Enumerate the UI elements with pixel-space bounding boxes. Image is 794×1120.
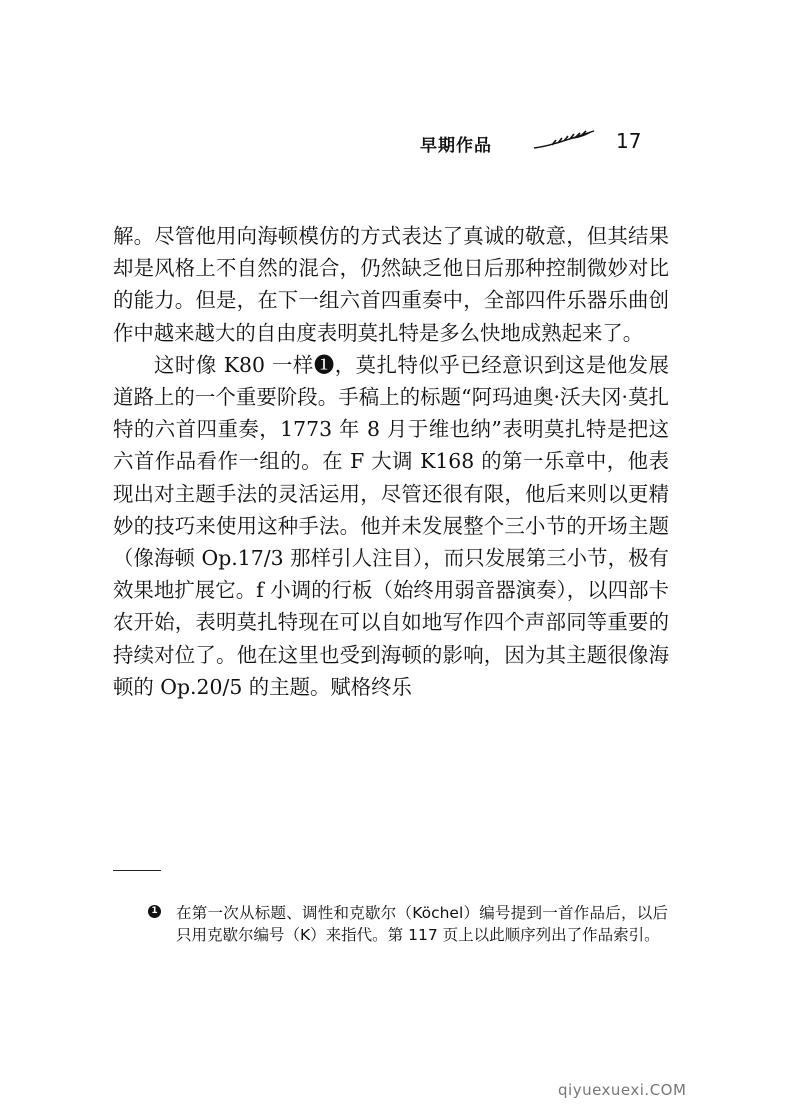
footnote-marker: 1: [148, 905, 161, 918]
footnote-divider: [113, 870, 161, 871]
page-number: 17: [616, 129, 642, 153]
feather-swash-ornament-icon: [532, 128, 596, 154]
running-header: [420, 128, 660, 158]
footnote: [148, 902, 668, 946]
paragraph: 这时像 K80 一样❶，莫扎特似乎已经意识到这是他发展道路上的一个重要阶段。手稿上的标题“阿玛迪奥·沃夫冈·莫扎特的六首四重奏，1773 年 8 月于维也纳”表明莫扎特是把这六首作品看作一组的。在 F 大调 K168 的第一乐章中，他表现出对主题手法的灵活运用，尽管还很有限，他后来则以更精妙的技巧来使用这种手法。他并未发展整个三小节的开场主题（像海顿 Op.17/3 那样引人注目），而只发展第三小节，极有效果地扩展它。f 小调的行板（始终用弱音器演奏），以四部卡农开始，表明莫扎特现在可以自如地写作四个声部同等重要的持续对位了。他在这里也受到海顿的影响，因为其主题很像海顿的 Op.20/5 的主题。赋格终乐: [113, 352, 669, 699]
running-title: 早期作品: [420, 136, 492, 156]
footnote-text: 在第一次从标题、调性和克歇尔（Köchel）编号提到一首作品后，以后只用克歇尔编号（K）来指代。第 117 页上以此顺序列出了作品索引。: [176, 904, 668, 944]
site-watermark: qiyuexuexi.COM: [558, 1081, 687, 1099]
paragraph-continued: 解。尽管他用向海顿模仿的方式表达了真诚的敬意，但其结果却是风格上不自然的混合，仍然缺乏他日后那种控制微妙对比的能力。但是，在下一组六首四重奏中，全部四件乐器乐曲创作中越来越大的自由度表明莫扎特是多么快地成熟起来了。: [113, 224, 669, 345]
main-text: [113, 220, 669, 703]
